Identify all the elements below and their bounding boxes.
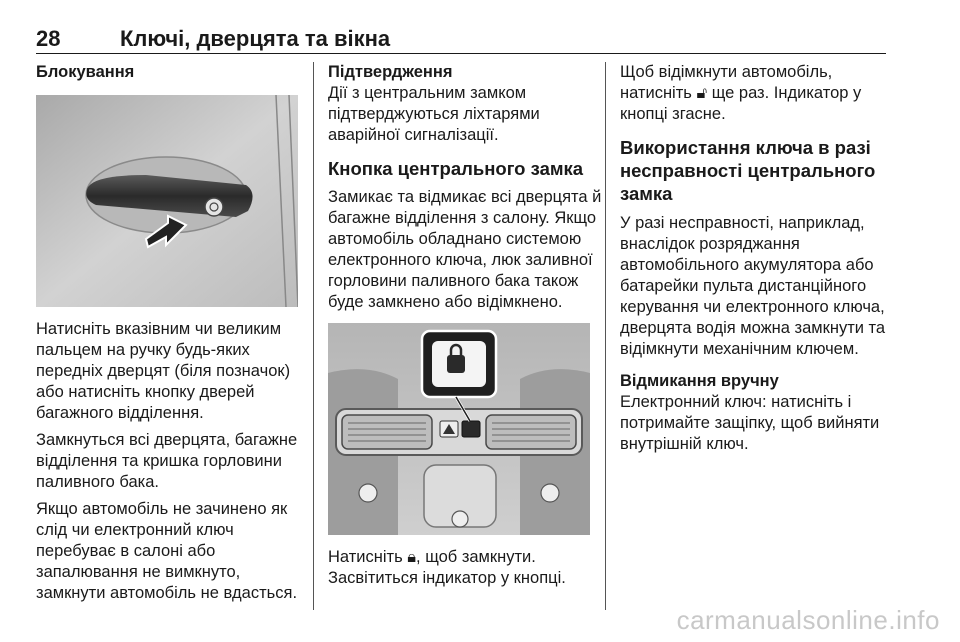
paragraph-all-locked: Замкнуться всі дверцята, багажне відділення та кришка горловини паливного бака. xyxy=(36,431,298,491)
page-header xyxy=(36,26,886,56)
paragraph-central-lock: Замикає та відмикає всі дверцята й багажне відділення з салону. Якщо автомобіль обладнано системою електронного ключа, люк заливної горловини паливного бака також буде замкнено або відімкнено. xyxy=(328,188,602,311)
column-2 xyxy=(328,62,602,589)
section-heading-key-use: Використання ключа в разі несправності центрального замка xyxy=(620,137,876,204)
section-heading-central-lock-button: Кнопка центрального замка xyxy=(328,158,584,179)
paragraph-press-handle: Натисніть вказівним чи великим пальцем на ручку будь-яких передніх дверцят (біля позначок) або натисніть кнопку дверей багажного відділення. xyxy=(36,320,291,422)
column-divider-1 xyxy=(313,62,314,610)
header-divider xyxy=(36,53,886,54)
column-3 xyxy=(620,62,886,455)
door-handle-illustration xyxy=(36,95,298,307)
section-heading-manual-unlock: Відмикання вручну xyxy=(620,372,779,390)
watermark: carmanualsonline.info xyxy=(676,605,940,635)
page-title: Ключі, дверцята та вікна xyxy=(120,26,391,51)
paragraph-manual-unlock: Електронний ключ: натисніть і потримайте защіпку, щоб вийняти внутрішній ключ. xyxy=(620,393,880,453)
paragraph-confirmation: Дії з центральним замком підтверджуються ліхтарями аварійної сигналізації. xyxy=(328,84,540,144)
section-heading-locking: Блокування xyxy=(36,63,135,81)
center-console-illustration xyxy=(328,323,590,535)
paragraph-lock-fails: Якщо автомобіль не зачинено як слід чи електронний ключ перебуває в салоні або запалювання не вимкнуто, замкнути автомобіль не вдасться. xyxy=(36,500,298,602)
page-number: 28 xyxy=(36,26,61,51)
paragraph-unlock: Щоб відімкнути автомобіль, натисніть 🔓︎ ще раз. Індикатор у кнопці згасне. xyxy=(620,63,862,123)
paragraph-press-lock: Натисніть 🔒︎, щоб замкнути. Засвітиться індикатор у кнопці. xyxy=(328,548,566,587)
column-divider-2 xyxy=(605,62,606,610)
section-heading-confirmation: Підтвердження xyxy=(328,63,453,81)
column-1 xyxy=(36,62,298,604)
paragraph-malfunction: У разі несправності, наприклад, внаслідок розряджання автомобільного акумулятора або батарейки пульта дистанційного керування чи електронного ключа, дверцята водія можна замкнути та відімкнути механічним ключем. xyxy=(620,214,886,358)
